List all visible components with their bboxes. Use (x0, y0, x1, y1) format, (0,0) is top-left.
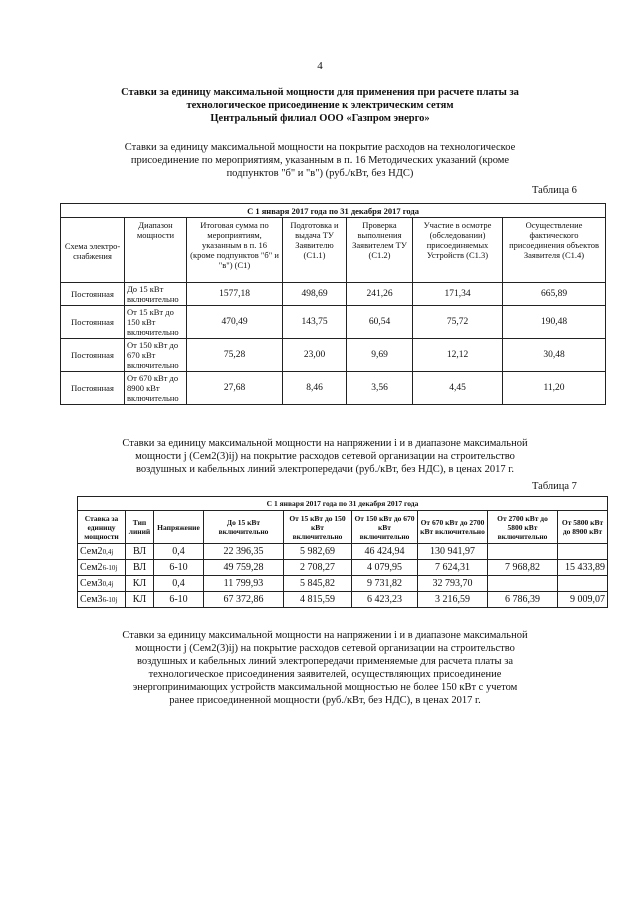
cell-v1: 67 372,86 (204, 592, 284, 608)
para-line: Ставки за единицу максимальной мощности на покрытие расходов на технологическое (124, 142, 516, 153)
cell-c1: 1577,18 (187, 283, 283, 306)
table-row (78, 560, 608, 576)
cell-scheme: Постоянная (61, 372, 125, 405)
cell-c11: 498,69 (283, 283, 347, 306)
cell-rate (78, 576, 126, 592)
cell-v5: 7 968,82 (488, 560, 558, 576)
table6 (60, 203, 606, 405)
title-line: Ставки за единицу максимальной мощности для применения при расчете платы за (121, 87, 519, 98)
cell-range: От 15 кВт до 150 кВт включительно (125, 306, 187, 339)
table-row (78, 576, 608, 592)
rate-subscript: 0,4j (102, 547, 114, 556)
para-line: Ставки за единицу максимальной мощности на напряжении i и в диапазоне максимальной (122, 438, 528, 449)
cell-c11: 143,75 (283, 306, 347, 339)
cell-c13: 75,72 (413, 306, 503, 339)
title-line: Центральный филиал ООО «Газпром энерго» (210, 113, 430, 124)
cell-v2: 2 708,27 (284, 560, 352, 576)
cell-v3: 9 731,82 (352, 576, 418, 592)
cell-type: ВЛ (126, 560, 154, 576)
cell-v3: 46 424,94 (352, 544, 418, 560)
cell-v6 (558, 544, 608, 560)
table6-header-scheme: Схема электро-снабжения (61, 218, 125, 283)
cell-v2: 5 982,69 (284, 544, 352, 560)
cell-v4: 130 941,97 (418, 544, 488, 560)
cell-c1: 27,68 (187, 372, 283, 405)
document-title (80, 86, 560, 125)
cell-c14: 665,89 (503, 283, 606, 306)
cell-rate (78, 592, 126, 608)
cell-c12: 3,56 (347, 372, 413, 405)
table7-header-type: Тип линий (126, 511, 154, 544)
cell-v6 (558, 576, 608, 592)
cell-c13: 12,12 (413, 339, 503, 372)
rate-symbol: Сем2 (80, 561, 103, 573)
table-row (61, 283, 606, 306)
cell-voltage: 6-10 (154, 560, 204, 576)
cell-c1: 470,49 (187, 306, 283, 339)
table6-header-c1: Итоговая сумма по мероприятиям, указанным в п. 16 (кроме подпунктов "б" и "в") (С1) (187, 218, 283, 283)
table6-header-range: Диапазон мощности (125, 218, 187, 283)
table7-period: С 1 января 2017 года по 31 декабря 2017 года (78, 497, 608, 511)
para-line: мощности j (Сем2(3)ij) на покрытие расходов сетевой организации на строительство (135, 451, 515, 462)
cell-v1: 22 396,35 (204, 544, 284, 560)
cell-v4: 3 216,59 (418, 592, 488, 608)
cell-c13: 171,34 (413, 283, 503, 306)
table6-description (95, 141, 545, 180)
cell-scheme: Постоянная (61, 339, 125, 372)
table-row (78, 592, 608, 608)
table7-header-v3: От 150 кВт до 670 кВт включительно (352, 511, 418, 544)
cell-c13: 4,45 (413, 372, 503, 405)
table6-header-c14: Осуществление фактического присоединения объектов Заявителя (С1.4) (503, 218, 606, 283)
table-row (78, 544, 608, 560)
cell-range: От 150 кВт до 670 кВт включительно (125, 339, 187, 372)
para-line: ранее присоединенной мощности (руб./кВт, без НДС), в ценах 2017 г. (169, 695, 481, 706)
cell-type: КЛ (126, 592, 154, 608)
title-line: технологическое присоединение к электрическим сетям (186, 100, 454, 111)
table7-header-rate: Ставка за единицу мощности (78, 511, 126, 544)
para-line: подпунктов "б" и "в") (руб./кВт, без НДС) (226, 168, 414, 179)
para-line: мощности j (Сем2(3)ij) на покрытие расходов сетевой организации на строительство (135, 643, 515, 654)
table7 (77, 496, 608, 608)
table7-header-v5: От 2700 кВт до 5800 кВт включительно (488, 511, 558, 544)
rate-symbol: Сем3 (80, 577, 103, 589)
rate-symbol: Сем3 (80, 593, 103, 605)
cell-c11: 8,46 (283, 372, 347, 405)
rate-symbol: Сем2 (80, 545, 103, 557)
table7-description (90, 437, 560, 476)
cell-v4: 32 793,70 (418, 576, 488, 592)
cell-v5: 6 786,39 (488, 592, 558, 608)
table7-header-v4: От 670 кВт до 2700 кВт включительно (418, 511, 488, 544)
cell-c11: 23,00 (283, 339, 347, 372)
cell-voltage: 0,4 (154, 576, 204, 592)
page-number: 4 (317, 60, 323, 72)
cell-v5 (488, 544, 558, 560)
cell-rate (78, 544, 126, 560)
table6-header-c11: Подготовка и выдача ТУ Заявителю (С1.1) (283, 218, 347, 283)
cell-type: КЛ (126, 576, 154, 592)
para-line: энергопринимающих устройств максимальной мощностью не более 150 кВт с учетом (132, 682, 518, 693)
cell-c12: 9,69 (347, 339, 413, 372)
table7-header-v2: От 15 кВт до 150 кВт включительно (284, 511, 352, 544)
table7-header-v6: От 5800 кВт до 8900 кВт (558, 511, 608, 544)
cell-v2: 5 845,82 (284, 576, 352, 592)
cell-range: От 670 кВт до 8900 кВт включительно (125, 372, 187, 405)
cell-v2: 4 815,59 (284, 592, 352, 608)
cell-scheme: Постоянная (61, 283, 125, 306)
cell-c14: 11,20 (503, 372, 606, 405)
table-row (61, 372, 606, 405)
table6-label: Таблица 6 (532, 185, 577, 196)
cell-type: ВЛ (126, 544, 154, 560)
rate-subscript: 0,4j (102, 579, 114, 588)
cell-voltage: 0,4 (154, 544, 204, 560)
table-row (61, 339, 606, 372)
cell-c12: 241,26 (347, 283, 413, 306)
cell-scheme: Постоянная (61, 306, 125, 339)
final-description (90, 629, 560, 707)
cell-v1: 49 759,28 (204, 560, 284, 576)
table7-header-voltage: Напряжение (154, 511, 204, 544)
para-line: присоединение по мероприятиям, указанным в п. 16 Методических указаний (кроме (130, 155, 510, 166)
para-line: воздушных и кабельных линий электропередачи применяемые для расчета платы за (136, 656, 514, 667)
cell-v4: 7 624,31 (418, 560, 488, 576)
table7-label: Таблица 7 (532, 481, 577, 492)
cell-v3: 4 079,95 (352, 560, 418, 576)
cell-rate (78, 560, 126, 576)
cell-v3: 6 423,23 (352, 592, 418, 608)
rate-subscript: 6-10j (102, 595, 118, 604)
para-line: воздушных и кабельных линий электропередачи (руб./кВт, без НДС), в ценах 2017 г. (136, 464, 514, 475)
cell-v6: 9 009,07 (558, 592, 608, 608)
cell-c12: 60,54 (347, 306, 413, 339)
cell-c1: 75,28 (187, 339, 283, 372)
rate-subscript: 6-10j (102, 563, 118, 572)
cell-v5 (488, 576, 558, 592)
cell-voltage: 6-10 (154, 592, 204, 608)
cell-c14: 30,48 (503, 339, 606, 372)
cell-v1: 11 799,93 (204, 576, 284, 592)
table6-header-c12: Проверка выполнения Заявителем ТУ (С1.2) (347, 218, 413, 283)
table-row (61, 306, 606, 339)
table6-header-c13: Участие в осмотре (обследовании) присоединяемых Устройств (С1.3) (413, 218, 503, 283)
para-line: технологическое присоединения заявителей, осуществляющих присоединение (148, 669, 502, 680)
cell-range: До 15 кВт включительно (125, 283, 187, 306)
table6-period: С 1 января 2017 года по 31 декабря 2017 года (61, 204, 606, 218)
para-line: Ставки за единицу максимальной мощности на напряжении i и в диапазоне максимальной (122, 630, 528, 641)
cell-v6: 15 433,89 (558, 560, 608, 576)
cell-c14: 190,48 (503, 306, 606, 339)
table7-header-v1: До 15 кВт включительно (204, 511, 284, 544)
